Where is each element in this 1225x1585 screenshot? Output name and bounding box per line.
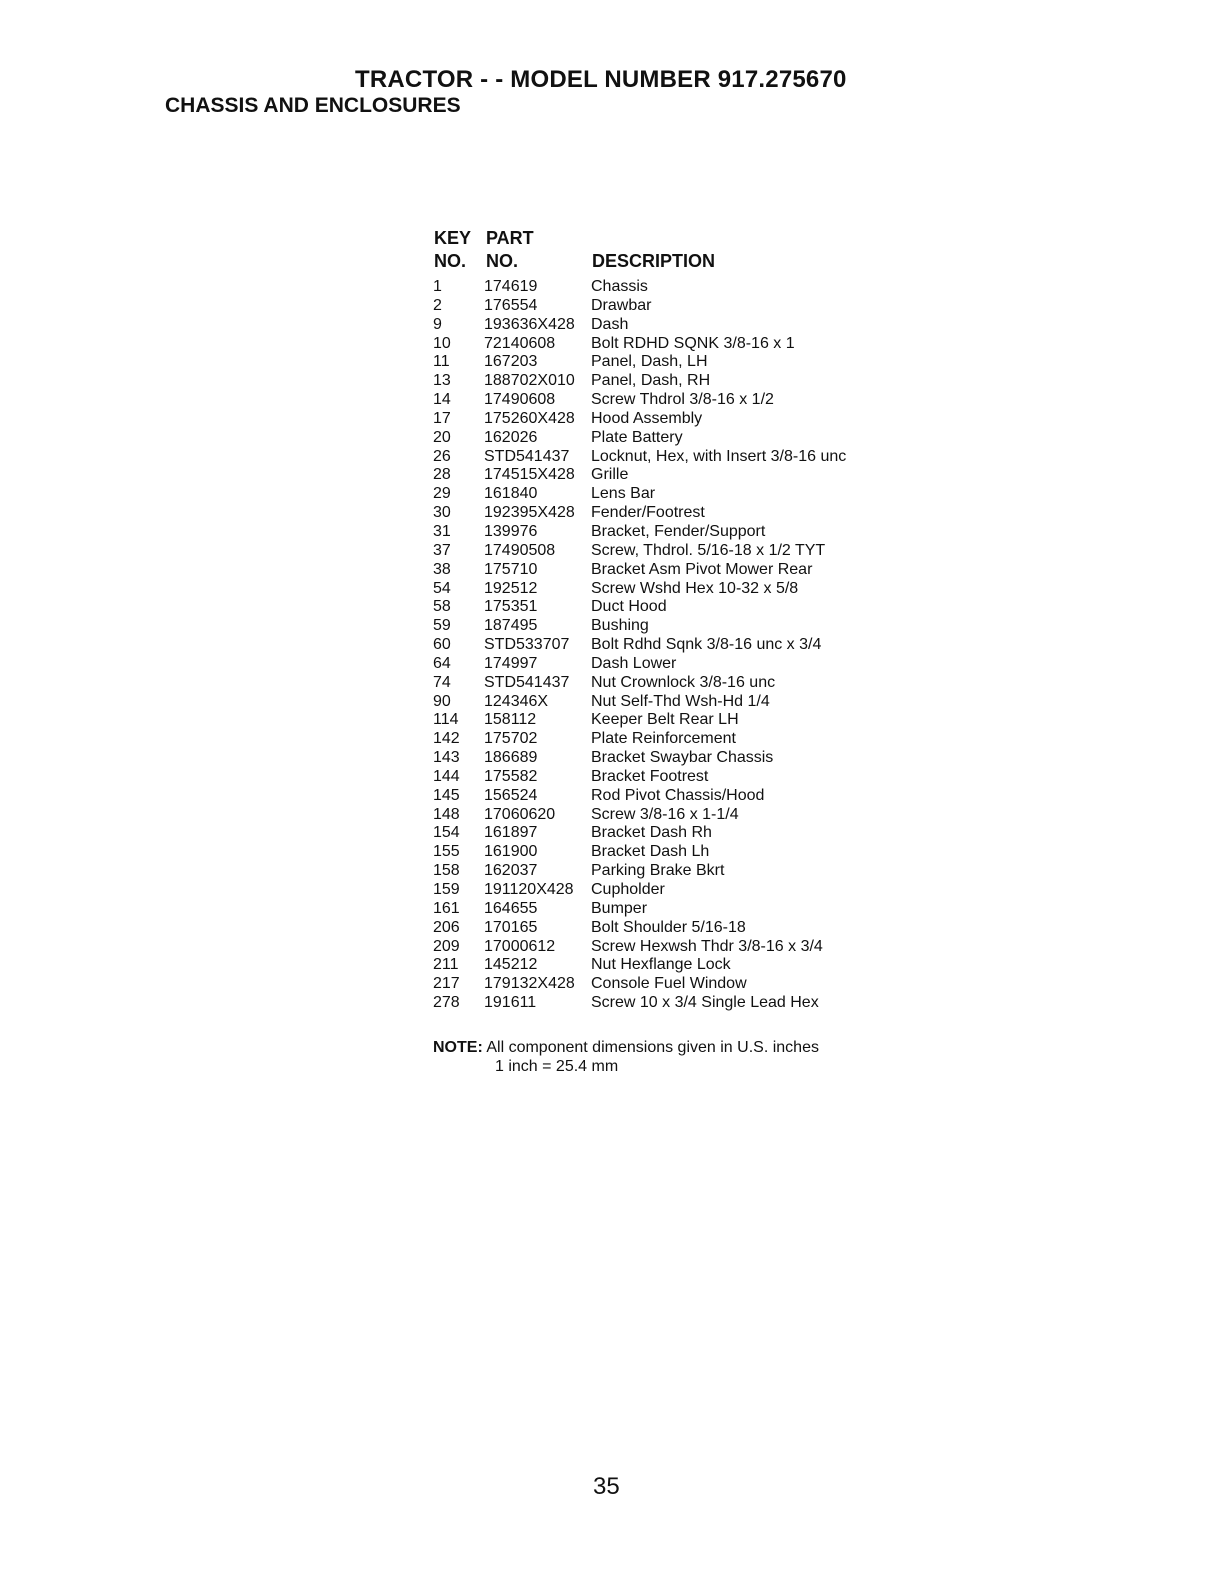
description-cell: Plate Reinforcement bbox=[591, 730, 736, 748]
description-cell: Screw, Thdrol. 5/16-18 x 1/2 TYT bbox=[591, 541, 826, 559]
part-number-cell: 161897 bbox=[484, 824, 538, 842]
header-part-line1: PART bbox=[486, 228, 534, 248]
key-cell: 17 bbox=[433, 409, 451, 427]
part-number-cell: 17490508 bbox=[484, 541, 556, 559]
key-cell: 159 bbox=[433, 881, 460, 898]
table-row bbox=[432, 806, 892, 825]
key-cell: 155 bbox=[433, 843, 460, 861]
description-cell: Bracket Dash Lh bbox=[591, 843, 710, 861]
part-number-cell: 17060620 bbox=[484, 805, 556, 823]
key-cell: 60 bbox=[433, 636, 451, 654]
header-key-line2: NO. bbox=[434, 251, 467, 271]
description-cell: Screw Hexwsh Thdr 3/8-16 x 3/4 bbox=[591, 937, 823, 955]
table-row bbox=[432, 598, 892, 617]
note-line2: 1 inch = 25.4 mm bbox=[495, 1058, 619, 1075]
part-number-cell: 186689 bbox=[484, 749, 538, 767]
key-cell: 64 bbox=[433, 654, 451, 672]
table-row bbox=[432, 787, 892, 806]
table-row bbox=[432, 693, 892, 712]
table-row bbox=[432, 391, 892, 410]
description-cell: Bracket Footrest bbox=[591, 767, 709, 785]
table-row bbox=[432, 523, 892, 542]
part-number-cell: 175351 bbox=[484, 598, 538, 616]
part-number-cell: 176554 bbox=[484, 296, 538, 314]
part-number-cell: 192395X428 bbox=[484, 504, 575, 522]
table-row bbox=[432, 410, 892, 429]
table-row bbox=[432, 919, 892, 938]
table-row bbox=[432, 749, 892, 768]
section-subtitle: CHASSIS AND ENCLOSURES bbox=[165, 94, 461, 117]
part-number-cell: 124346X bbox=[484, 692, 549, 710]
key-cell: 211 bbox=[433, 956, 459, 974]
table-row bbox=[432, 353, 892, 372]
key-cell: 144 bbox=[433, 767, 460, 785]
description-cell: Bumper bbox=[591, 899, 648, 917]
part-number-cell: 188702X010 bbox=[484, 372, 575, 390]
table-row bbox=[432, 372, 892, 391]
note-block bbox=[433, 1038, 819, 1076]
description-cell: Locknut, Hex, with Insert 3/8-16 unc bbox=[591, 447, 847, 465]
table-row bbox=[432, 938, 892, 957]
key-cell: 58 bbox=[433, 598, 451, 616]
key-cell: 206 bbox=[433, 918, 460, 936]
description-cell: Bolt Rdhd Sqnk 3/8-16 unc x 3/4 bbox=[591, 636, 822, 654]
description-cell: Dash bbox=[591, 315, 629, 333]
description-cell: Hood Assembly bbox=[591, 409, 703, 427]
key-cell: 10 bbox=[433, 334, 451, 352]
key-cell: 209 bbox=[433, 937, 460, 955]
table-header bbox=[432, 226, 892, 272]
description-cell: Duct Hood bbox=[591, 598, 667, 616]
table-row bbox=[432, 316, 892, 335]
table-row bbox=[432, 711, 892, 730]
key-cell: 31 bbox=[433, 522, 451, 540]
description-cell: Panel, Dash, RH bbox=[591, 372, 711, 390]
key-cell: 2 bbox=[433, 296, 442, 314]
table-row bbox=[432, 655, 892, 674]
description-cell: Plate Battery bbox=[591, 428, 683, 446]
part-number-cell: 156524 bbox=[484, 786, 538, 804]
key-cell: 114 bbox=[433, 711, 459, 729]
table-row bbox=[432, 335, 892, 354]
table-body bbox=[432, 278, 892, 1013]
table-row bbox=[432, 617, 892, 636]
description-cell: Parking Brake Bkrt bbox=[591, 862, 725, 880]
part-number-cell: 161840 bbox=[484, 485, 538, 503]
part-number-cell: 175702 bbox=[484, 730, 538, 748]
part-number-cell: 161900 bbox=[484, 843, 538, 861]
part-number-cell: 174515X428 bbox=[484, 466, 575, 484]
table-row bbox=[432, 504, 892, 523]
key-cell: 1 bbox=[433, 278, 442, 295]
key-cell: 20 bbox=[433, 428, 451, 446]
description-cell: Bracket Dash Rh bbox=[591, 824, 712, 842]
key-cell: 9 bbox=[433, 315, 442, 333]
part-number-cell: 174997 bbox=[484, 654, 538, 672]
description-cell: Screw 10 x 3/4 Single Lead Hex bbox=[591, 994, 819, 1012]
header-key-line1: KEY bbox=[434, 228, 472, 248]
part-number-cell: STD541437 bbox=[484, 447, 570, 465]
description-cell: Lens Bar bbox=[591, 485, 656, 503]
part-number-cell: 193636X428 bbox=[484, 315, 575, 333]
table-row bbox=[432, 862, 892, 881]
table-row bbox=[432, 561, 892, 580]
table-row bbox=[432, 485, 892, 504]
part-number-cell: 167203 bbox=[484, 353, 538, 371]
part-number-cell: 175582 bbox=[484, 767, 538, 785]
description-cell: Keeper Belt Rear LH bbox=[591, 711, 739, 729]
key-cell: 158 bbox=[433, 862, 460, 880]
key-cell: 37 bbox=[433, 541, 451, 559]
description-cell: Bushing bbox=[591, 617, 649, 635]
page-title: TRACTOR - - MODEL NUMBER 917.275670 bbox=[355, 66, 847, 93]
note-line1: All component dimensions given in U.S. inches bbox=[482, 1039, 819, 1056]
part-number-cell: 139976 bbox=[484, 522, 538, 540]
description-cell: Grille bbox=[591, 466, 629, 484]
description-cell: Cupholder bbox=[591, 881, 665, 898]
key-cell: 143 bbox=[433, 749, 460, 767]
key-cell: 74 bbox=[433, 673, 451, 691]
description-cell: Panel, Dash, LH bbox=[591, 353, 708, 371]
key-cell: 30 bbox=[433, 504, 451, 522]
key-cell: 11 bbox=[433, 353, 450, 371]
table-row bbox=[432, 956, 892, 975]
description-cell: Nut Self-Thd Wsh-Hd 1/4 bbox=[591, 692, 770, 710]
key-cell: 148 bbox=[433, 805, 460, 823]
part-number-cell: 17490608 bbox=[484, 391, 556, 409]
description-cell: Chassis bbox=[591, 278, 648, 295]
part-number-cell: 175710 bbox=[484, 560, 538, 578]
description-cell: Bracket Swaybar Chassis bbox=[591, 749, 774, 767]
table-row bbox=[432, 881, 892, 900]
key-cell: 217 bbox=[433, 975, 460, 993]
key-cell: 278 bbox=[433, 994, 460, 1012]
description-cell: Screw Thdrol 3/8-16 x 1/2 bbox=[591, 391, 774, 409]
table-row bbox=[432, 674, 892, 693]
table-row bbox=[432, 730, 892, 749]
part-number-cell: 72140608 bbox=[484, 334, 556, 352]
description-cell: Bolt RDHD SQNK 3/8-16 x 1 bbox=[591, 334, 795, 352]
description-cell: Nut Crownlock 3/8-16 unc bbox=[591, 673, 776, 691]
table-row bbox=[432, 542, 892, 561]
part-number-cell: 162026 bbox=[484, 428, 538, 446]
key-cell: 154 bbox=[433, 824, 460, 842]
parts-table bbox=[432, 226, 892, 1013]
header-description: DESCRIPTION bbox=[592, 251, 716, 271]
table-row bbox=[432, 466, 892, 485]
key-cell: 14 bbox=[433, 391, 451, 409]
part-number-cell: 158112 bbox=[484, 711, 537, 729]
description-cell: Screw 3/8-16 x 1-1/4 bbox=[591, 805, 739, 823]
note-label: NOTE: bbox=[433, 1039, 483, 1056]
key-cell: 59 bbox=[433, 617, 451, 635]
key-cell: 90 bbox=[433, 692, 451, 710]
table-row bbox=[432, 994, 892, 1013]
key-cell: 28 bbox=[433, 466, 451, 484]
table-row bbox=[432, 824, 892, 843]
table-row bbox=[432, 843, 892, 862]
part-number-cell: STD533707 bbox=[484, 636, 570, 654]
description-cell: Bracket Asm Pivot Mower Rear bbox=[591, 560, 813, 578]
key-cell: 38 bbox=[433, 560, 451, 578]
table-row bbox=[432, 580, 892, 599]
part-number-cell: 145212 bbox=[484, 956, 538, 974]
key-cell: 26 bbox=[433, 447, 451, 465]
part-number-cell: 17000612 bbox=[484, 937, 556, 955]
description-cell: Fender/Footrest bbox=[591, 504, 705, 522]
description-cell: Nut Hexflange Lock bbox=[591, 956, 731, 974]
table-row bbox=[432, 636, 892, 655]
header-part-line2: NO. bbox=[486, 251, 519, 271]
description-cell: Drawbar bbox=[591, 296, 652, 314]
description-cell: Bolt Shoulder 5/16-18 bbox=[591, 918, 746, 936]
part-number-cell: 162037 bbox=[484, 862, 538, 880]
table-row bbox=[432, 278, 892, 297]
key-cell: 145 bbox=[433, 786, 460, 804]
table-row bbox=[432, 975, 892, 994]
description-cell: Rod Pivot Chassis/Hood bbox=[591, 786, 765, 804]
description-cell: Bracket, Fender/Support bbox=[591, 522, 766, 540]
key-cell: 54 bbox=[433, 579, 451, 597]
part-number-cell: 192512 bbox=[484, 579, 538, 597]
table-row bbox=[432, 429, 892, 448]
part-number-cell: 174619 bbox=[484, 278, 538, 295]
part-number-cell: STD541437 bbox=[484, 673, 570, 691]
description-cell: Console Fuel Window bbox=[591, 975, 747, 993]
table-row bbox=[432, 448, 892, 467]
part-number-cell: 191611 bbox=[484, 994, 537, 1012]
table-row bbox=[432, 768, 892, 787]
description-cell: Dash Lower bbox=[591, 654, 677, 672]
key-cell: 13 bbox=[433, 372, 451, 390]
key-cell: 29 bbox=[433, 485, 451, 503]
part-number-cell: 179132X428 bbox=[484, 975, 575, 993]
page-number: 35 bbox=[593, 1473, 620, 1500]
part-number-cell: 187495 bbox=[484, 617, 538, 635]
key-cell: 161 bbox=[433, 899, 460, 917]
part-number-cell: 175260X428 bbox=[484, 409, 575, 427]
description-cell: Screw Wshd Hex 10-32 x 5/8 bbox=[591, 579, 799, 597]
part-number-cell: 170165 bbox=[484, 918, 538, 936]
part-number-cell: 164655 bbox=[484, 899, 538, 917]
table-row bbox=[432, 297, 892, 316]
part-number-cell: 191120X428 bbox=[484, 881, 574, 898]
table-row bbox=[432, 900, 892, 919]
key-cell: 142 bbox=[433, 730, 460, 748]
